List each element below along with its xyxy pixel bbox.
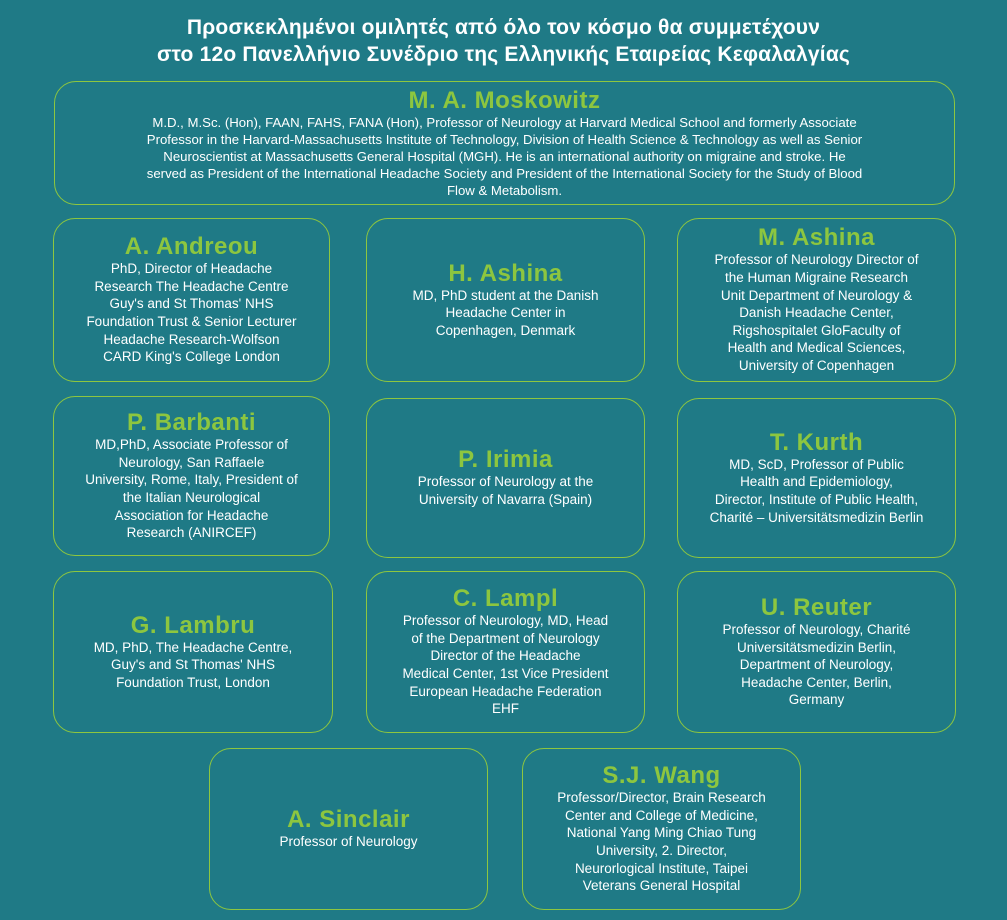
speaker-description: Professor of Neurology at the University of Navarra (Spain) [417, 474, 594, 507]
page-title [0, 14, 1007, 68]
speaker-description: Professor/Director, Brain Research Center and College of Medicine, National Yang Ming Chiao Tung University, 2. Director, Neurorlogical Institute, Taipei Veterans General Hospital [557, 790, 766, 894]
speaker-name: A. Sinclair [287, 806, 410, 834]
speaker-card-wang [522, 748, 801, 910]
speaker-card-h-ashina [366, 218, 645, 382]
speaker-name: H. Ashina [448, 259, 563, 287]
speaker-card-reuter [677, 571, 956, 733]
speaker-name: G. Lambru [130, 611, 256, 639]
speaker-card-sinclair [209, 748, 488, 910]
speaker-name: M. A. Moskowitz [408, 86, 601, 114]
title-line-2: στο 12ο Πανελλήνιο Συνέδριο της Ελληνικής Εταιρείας Κεφαλαλγίας [156, 43, 851, 66]
speaker-description: Professor of Neurology [279, 834, 418, 850]
speaker-description: PhD, Director of Headache Research The Headache Centre Guy's and St Thomas' NHS Foundation Trust & Senior Lecturer Headache Research-Wolfson CARD King's College London [86, 261, 297, 365]
speaker-description: M.D., M.Sc. (Hon), FAAN, FAHS, FANA (Hon), Professor of Neurology at Harvard Medical School and formerly Associate Professor in the Harvard-Massachusetts Institute of Technology, Division of Health Science & Technology as well as Senior Neuroscientist at Massachusetts General Hospital (MGH). He is an international authority on migraine and stroke. He served as President of the International Headache Society and President of the International Society for the Study of Blood Flow & Metabolism. [146, 114, 863, 198]
speaker-description: Professor of Neurology, Charité Universitätsmedizin Berlin, Department of Neurology, Headache Center, Berlin, Germany [722, 622, 911, 708]
speaker-card-m-ashina [677, 218, 956, 382]
speaker-description: MD,PhD, Associate Professor of Neurology, San Raffaele University, Rome, Italy, President of the Italian Neurological Association for Headache Research (ANIRCEF) [85, 437, 298, 541]
speaker-card-lampl [366, 571, 645, 733]
speaker-name: T. Kurth [769, 428, 864, 456]
speaker-name: U. Reuter [760, 594, 873, 622]
speaker-card-barbanti [53, 396, 330, 556]
speaker-card-kurth [677, 398, 956, 558]
speaker-name: M. Ashina [758, 224, 875, 252]
speaker-name: P. Irimia [458, 446, 553, 474]
speaker-description: MD, PhD student at the Danish Headache Center in Copenhagen, Denmark [412, 287, 599, 338]
speaker-description: Professor of Neurology Director of the Human Migraine Research Unit Department of Neurology & Danish Headache Center, Rigshospitalet GloFaculty of Health and Medical Sciences, University of Copenhagen [714, 252, 919, 373]
speaker-description: Professor of Neurology, MD, Head of the Department of Neurology Director of the Headache Medical Center, 1st Vice President European Headache Federation EHF [402, 613, 609, 717]
speaker-name: C. Lampl [452, 585, 559, 613]
speaker-name: S.J. Wang [602, 762, 721, 790]
speaker-card-andreou [53, 218, 330, 382]
speaker-name: A. Andreou [124, 233, 259, 261]
title-line-1: Προσκεκλημένοι ομιλητές από όλο τον κόσμο θα συμμετέχουν [186, 16, 821, 39]
speaker-card-irimia [366, 398, 645, 558]
speaker-description: MD, ScD, Professor of Public Health and Epidemiology, Director, Institute of Public Health, Charité – Universitätsmedizin Berlin [709, 456, 924, 525]
speaker-card-moskowitz [54, 81, 955, 205]
speaker-description: MD, PhD, The Headache Centre, Guy's and St Thomas' NHS Foundation Trust, London [93, 639, 293, 690]
speaker-card-lambru [53, 571, 333, 733]
speaker-name: P. Barbanti [126, 409, 257, 437]
